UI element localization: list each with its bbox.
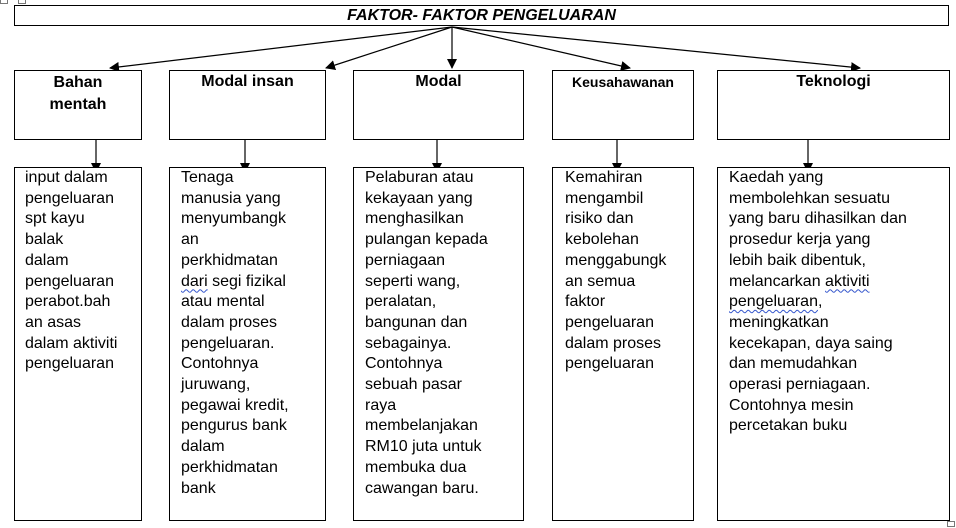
description-part: Kaedah yang membolehkan sesuatu yang baru dihasilkan dan prosedur kerja yang lebih baik dibentuk, melancarkan: [729, 169, 907, 290]
selection-handle-top[interactable]: [18, 0, 26, 4]
factor-description: [729, 168, 950, 437]
factor-box-bahan-mentah: [14, 70, 142, 140]
factor-box-keusahawanan: [552, 70, 694, 140]
selection-handle-top-left[interactable]: [0, 0, 8, 4]
description-part: segi fizikal atau mental dalam proses pengeluaran. Contohnya juruwang, pegawai kredit, pengurus bank dalam perkhidmatan bank: [181, 272, 289, 497]
factor-description: Kemahiran mengambil risiko dan kebolehan menggabungk an semua faktor pengeluaran dalam proses pengeluaran: [565, 169, 667, 373]
description-part: , meningkatkan kecekapan, daya saing dan memudahkan operasi perniagaan. Contohnya mesin percetakan buku: [729, 293, 893, 435]
description-box-modal: [353, 167, 524, 521]
description-box-modal-insan: [169, 167, 326, 521]
factor-heading: Keusahawanan: [572, 74, 674, 90]
arrow-title-to-modal-insan: [326, 27, 452, 68]
factor-description: input dalam pengeluaran spt kayu balak dalam pengeluaran perabot.bah an asas dalam aktiviti pengeluaran: [25, 169, 118, 373]
factor-box-modal-insan: [169, 70, 326, 140]
spellcheck-flagged-word: pengeluaran: [729, 293, 818, 311]
factor-box-modal: [353, 70, 524, 140]
description-part: Tenaga manusia yang menyumbangk an perkhidmatan: [181, 169, 286, 269]
arrow-title-to-teknologi: [452, 27, 860, 68]
factor-heading: Modal insan: [201, 73, 294, 90]
description-box-bahan-mentah: [14, 167, 142, 521]
selection-handle-bottom-right[interactable]: [947, 521, 955, 527]
factor-description: [181, 168, 326, 499]
diagram-title: FAKTOR- FAKTOR PENGELUARAN: [347, 7, 616, 24]
factor-heading: Bahan mentah: [49, 74, 107, 113]
spellcheck-flagged-word: dari: [181, 272, 208, 290]
description-box-keusahawanan: [552, 167, 694, 521]
description-box-teknologi: [717, 167, 950, 521]
factor-heading: Teknologi: [796, 73, 871, 90]
factor-box-teknologi: [717, 70, 950, 140]
factor-description: Pelaburan atau kekayaan yang menghasilkan pulangan kepada perniagaan seperti wang, peralatan, bangunan dan sebagainya. Contohnya sebuah pasar raya membelanjakan RM10 juta untuk membuka dua cawangan baru.: [365, 169, 488, 497]
spellcheck-flagged-word: aktiviti: [825, 272, 870, 290]
arrow-title-to-keusahawanan: [452, 27, 630, 68]
factor-heading: Modal: [415, 73, 462, 90]
arrow-title-to-bahan-mentah: [110, 27, 452, 68]
